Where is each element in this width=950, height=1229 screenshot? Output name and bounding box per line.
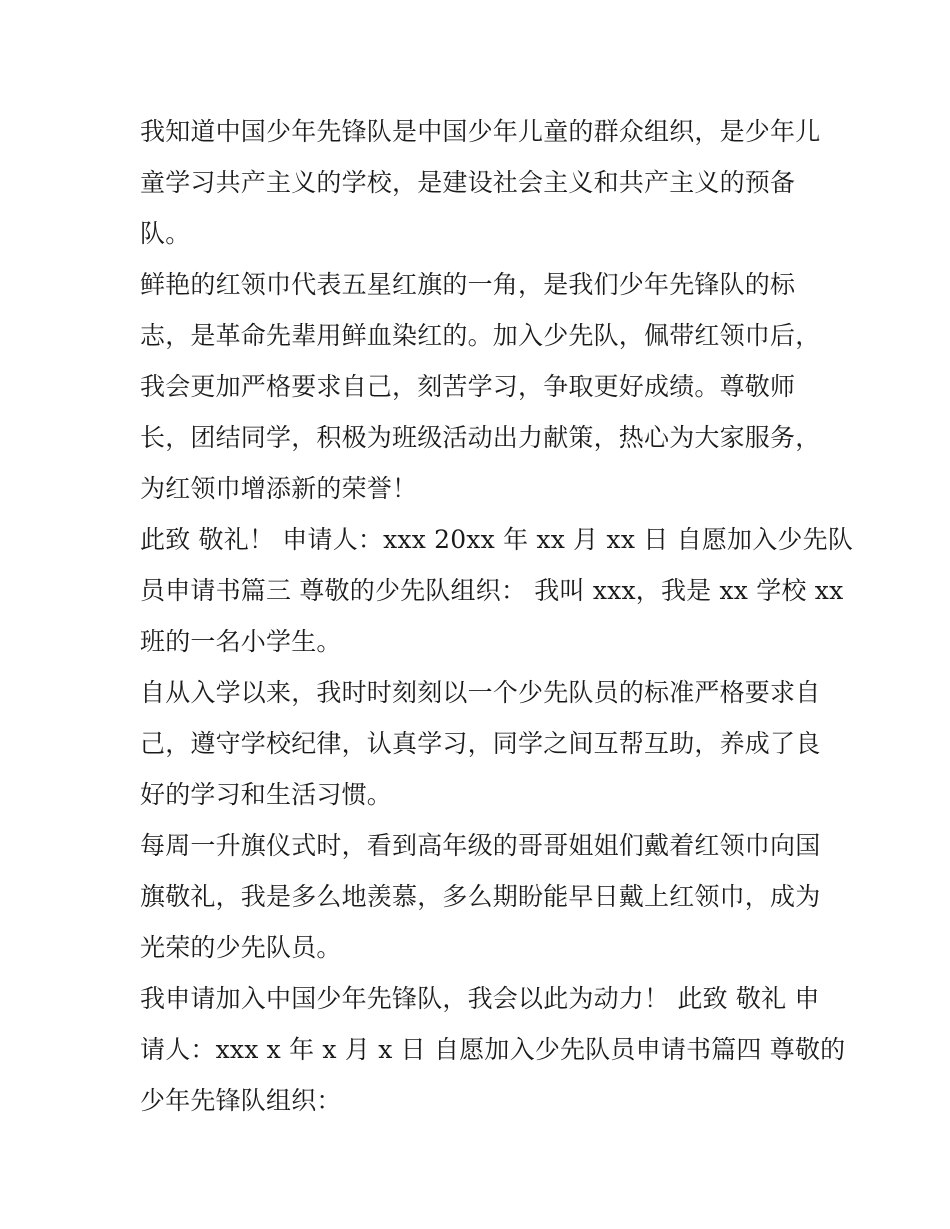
document-body bbox=[140, 106, 854, 1126]
text-line: 我知道中国少年先锋队是中国少年儿童的群众组织，是少年儿 bbox=[140, 117, 821, 146]
paragraph-3 bbox=[140, 514, 854, 667]
text-line: 自从入学以来，我时时刻刻以一个少先队员的标准严格要求自 bbox=[140, 678, 821, 707]
paragraph-6 bbox=[140, 973, 846, 1126]
text-line: 每周一升旗仪式时，看到高年级的哥哥姐姐们戴着红领巾向国 bbox=[140, 831, 821, 860]
text-line: 班的一名小学生。 bbox=[140, 627, 342, 656]
text-line: 我会更加严格要求自己，刻苦学习，争取更好成绩。尊敬师 bbox=[140, 372, 796, 401]
text-line: 请人：xxx x 年 x 月 x 日 自愿加入少先队员申请书篇四 尊敬的 bbox=[140, 1035, 846, 1064]
text-line: 好的学习和生活习惯。 bbox=[140, 780, 393, 809]
text-line: 童学习共产主义的学校，是建设社会主义和共产主义的预备 bbox=[140, 168, 796, 197]
text-line: 鲜艳的红领巾代表五星红旗的一角，是我们少年先锋队的标 bbox=[140, 270, 796, 299]
text-line: 为红领巾增添新的荣誉！ bbox=[140, 474, 418, 503]
text-line: 此致 敬礼！ 申请人：xxx 20xx 年 xx 月 xx 日 自愿加入少先队 bbox=[140, 525, 854, 554]
paragraph-5 bbox=[140, 820, 821, 973]
text-line: 员申请书篇三 尊敬的少先队组织： 我叫 xxx，我是 xx 学校 xx bbox=[140, 576, 844, 605]
text-line: 我申请加入中国少年先锋队，我会以此为动力！ 此致 敬礼 申 bbox=[140, 984, 820, 1013]
text-line: 队。 bbox=[140, 219, 191, 248]
paragraph-1 bbox=[140, 106, 821, 259]
text-line: 光荣的少先队员。 bbox=[140, 933, 342, 962]
paragraph-4 bbox=[140, 667, 821, 820]
text-line: 少年先锋队组织： bbox=[140, 1086, 342, 1115]
text-line: 志，是革命先辈用鲜血染红的。加入少先队，佩带红领巾后， bbox=[140, 321, 821, 350]
paragraph-2 bbox=[140, 259, 821, 514]
text-line: 旗敬礼，我是多么地羡慕，多么期盼能早日戴上红领巾，成为 bbox=[140, 882, 821, 911]
text-line: 长，团结同学，积极为班级活动出力献策，热心为大家服务， bbox=[140, 423, 821, 452]
text-line: 己，遵守学校纪律，认真学习，同学之间互帮互助，养成了良 bbox=[140, 729, 821, 758]
